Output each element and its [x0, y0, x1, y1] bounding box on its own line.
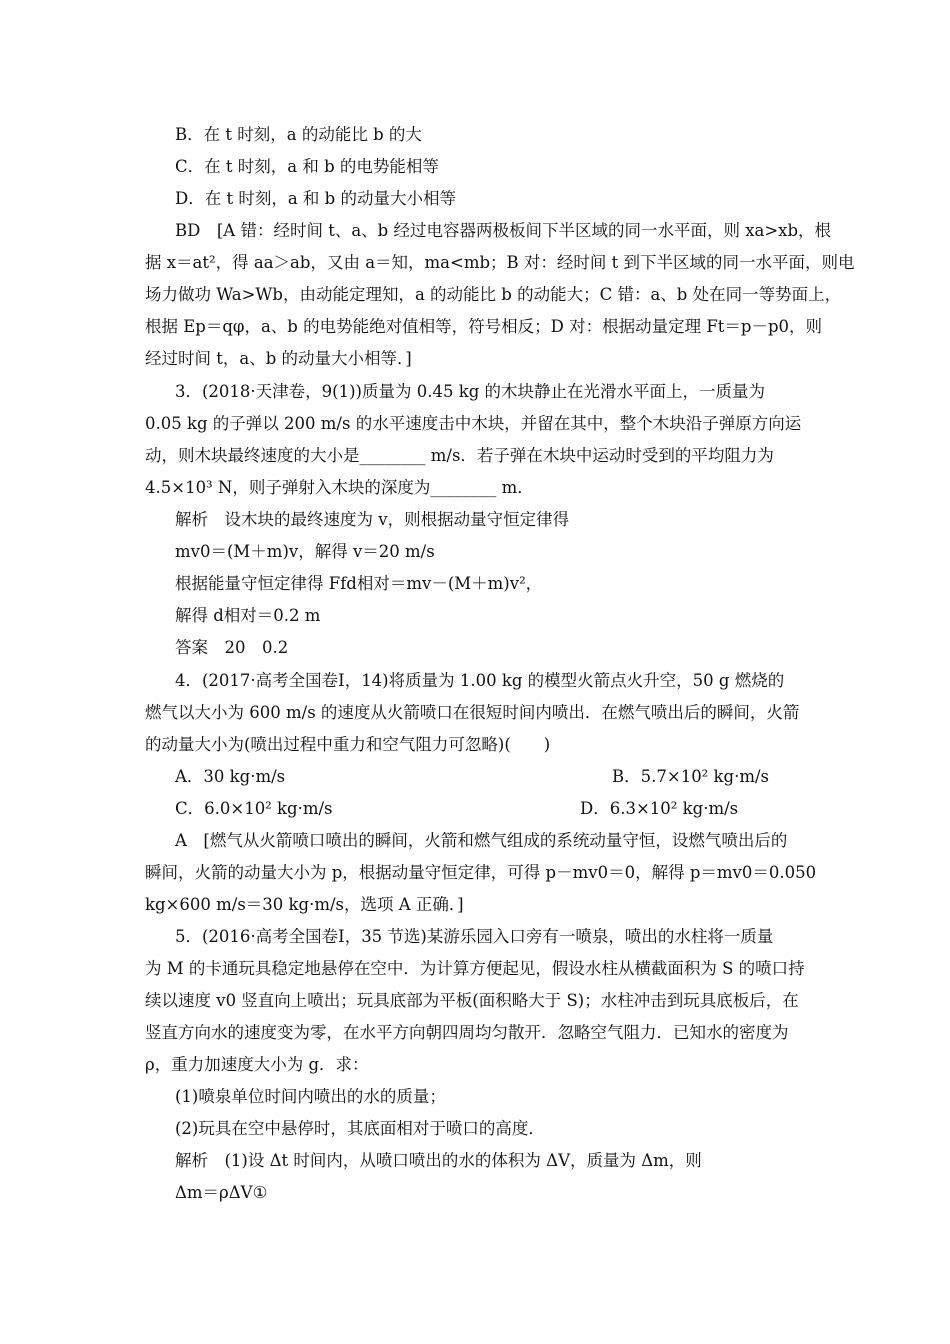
question-5-line: 为 M 的卡通玩具稳定地悬停在空中．为计算方便起见，假设水柱从横截面积为 S 的喷口持 [145, 959, 805, 978]
question-4-line: 4．(2017·高考全国卷Ⅰ，14)将质量为 1.00 kg 的模型火箭点火升空，50 g 燃烧的 [175, 671, 785, 690]
solution-line: 根据能量守恒定律得 Ffd相对＝mv－(M＋m)v²， [175, 574, 543, 593]
question-3-line: 3．(2018·天津卷，9(1))质量为 0.45 kg 的木块静止在光滑水平面上，一质量为 [175, 382, 766, 401]
answer-text-line: BD [A 错：经时间 t、a、b 经过电容器两极板间下半区域的同一水平面，则 xa>xb，根 [175, 221, 832, 240]
answer-text-line: 经过时间 t，a、b 的动量大小相等．] [145, 349, 412, 368]
option-4c: C．6.0×10² kg·m/s [175, 799, 333, 818]
question-5-part-2: (2)玩具在空中悬停时，其底面相对于喷口的高度． [175, 1119, 545, 1138]
answer-text-line: 瞬间，火箭的动量大小为 p，根据动量守恒定律，可得 p－mv0＝0，解得 p＝mv0＝0.050 [145, 863, 817, 882]
option-4a: A．30 kg·m/s [175, 767, 286, 786]
question-3-line: 0.05 kg 的子弹以 200 m/s 的水平速度击中木块，并留在其中，整个木块沿子弹原方向运 [145, 414, 802, 433]
solution-line: 解析 设木块的最终速度为 v，则根据动量守恒定律得 [175, 510, 570, 529]
answer-text-line: 根据 Ep＝qφ，a、b 的电势能绝对值相等，符号相反；D 对：根据动量定理 Ft＝p－p0，则 [145, 317, 823, 336]
option-4d: D．6.3×10² kg·m/s [580, 799, 739, 818]
solution-line: 解得 d相对＝0.2 m [175, 606, 321, 625]
answer-text-line: kg×600 m/s＝30 kg·m/s，选项 A 正确．] [145, 895, 464, 914]
question-4-line: 的动量大小为(喷出过程中重力和空气阻力可忽略)( ) [145, 735, 551, 754]
question-4-line: 燃气以大小为 600 m/s 的速度从火箭喷口在很短时间内喷出．在燃气喷出后的瞬间，火箭 [145, 703, 800, 722]
question-5-line: 5．(2016·高考全国卷Ⅰ，35 节选)某游乐园入口旁有一喷泉，喷出的水柱将一质量 [175, 927, 774, 946]
question-5-line: ρ，重力加速度大小为 g．求： [145, 1055, 369, 1074]
option-d: D．在 t 时刻，a 和 b 的动量大小相等 [175, 189, 456, 208]
answer-text-line: 场力做功 Wa>Wb，由动能定理知，a 的动能比 b 的动能大；C 错：a、b 处在同一等势面上， [145, 285, 842, 304]
option-4b: B．5.7×10² kg·m/s [612, 767, 770, 786]
answer-text-line: A [燃气从火箭喷口喷出的瞬间，火箭和燃气组成的系统动量守恒，设燃气喷出后的 [175, 831, 788, 850]
question-3-line: 4.5×10³ N，则子弹射入木块的深度为________ m． [145, 478, 534, 497]
answer-line: 答案 20 0.2 [175, 638, 289, 657]
solution-line: Δm＝ρΔV① [175, 1183, 268, 1202]
option-b: B．在 t 时刻，a 的动能比 b 的大 [175, 125, 422, 144]
solution-line: mv0＝(M＋m)v，解得 v＝20 m/s [175, 542, 435, 561]
question-5-part-1: (1)喷泉单位时间内喷出的水的质量； [175, 1087, 446, 1106]
solution-line: 解析 (1)设 Δt 时间内，从喷口喷出的水的体积为 ΔV，质量为 Δm，则 [175, 1151, 702, 1170]
answer-text-line: 据 x＝at²，得 aa＞ab，又由 a＝知，ma<mb；B 对：经时间 t 到下半区域的同一水平面，则电 [145, 253, 855, 272]
option-c: C．在 t 时刻，a 和 b 的电势能相等 [175, 157, 439, 176]
question-5-line: 竖直方向水的速度变为零，在水平方向朝四周均匀散开．忽略空气阻力．已知水的密度为 [145, 1023, 789, 1042]
question-3-line: 动，则木块最终速度的大小是________ m/s．若子弹在木块中运动时受到的平均阻力为 [145, 446, 774, 465]
question-5-line: 续以速度 v0 竖直向上喷出；玩具底部为平板(面积略大于 S)；水柱冲击到玩具底板后，在 [145, 991, 799, 1010]
